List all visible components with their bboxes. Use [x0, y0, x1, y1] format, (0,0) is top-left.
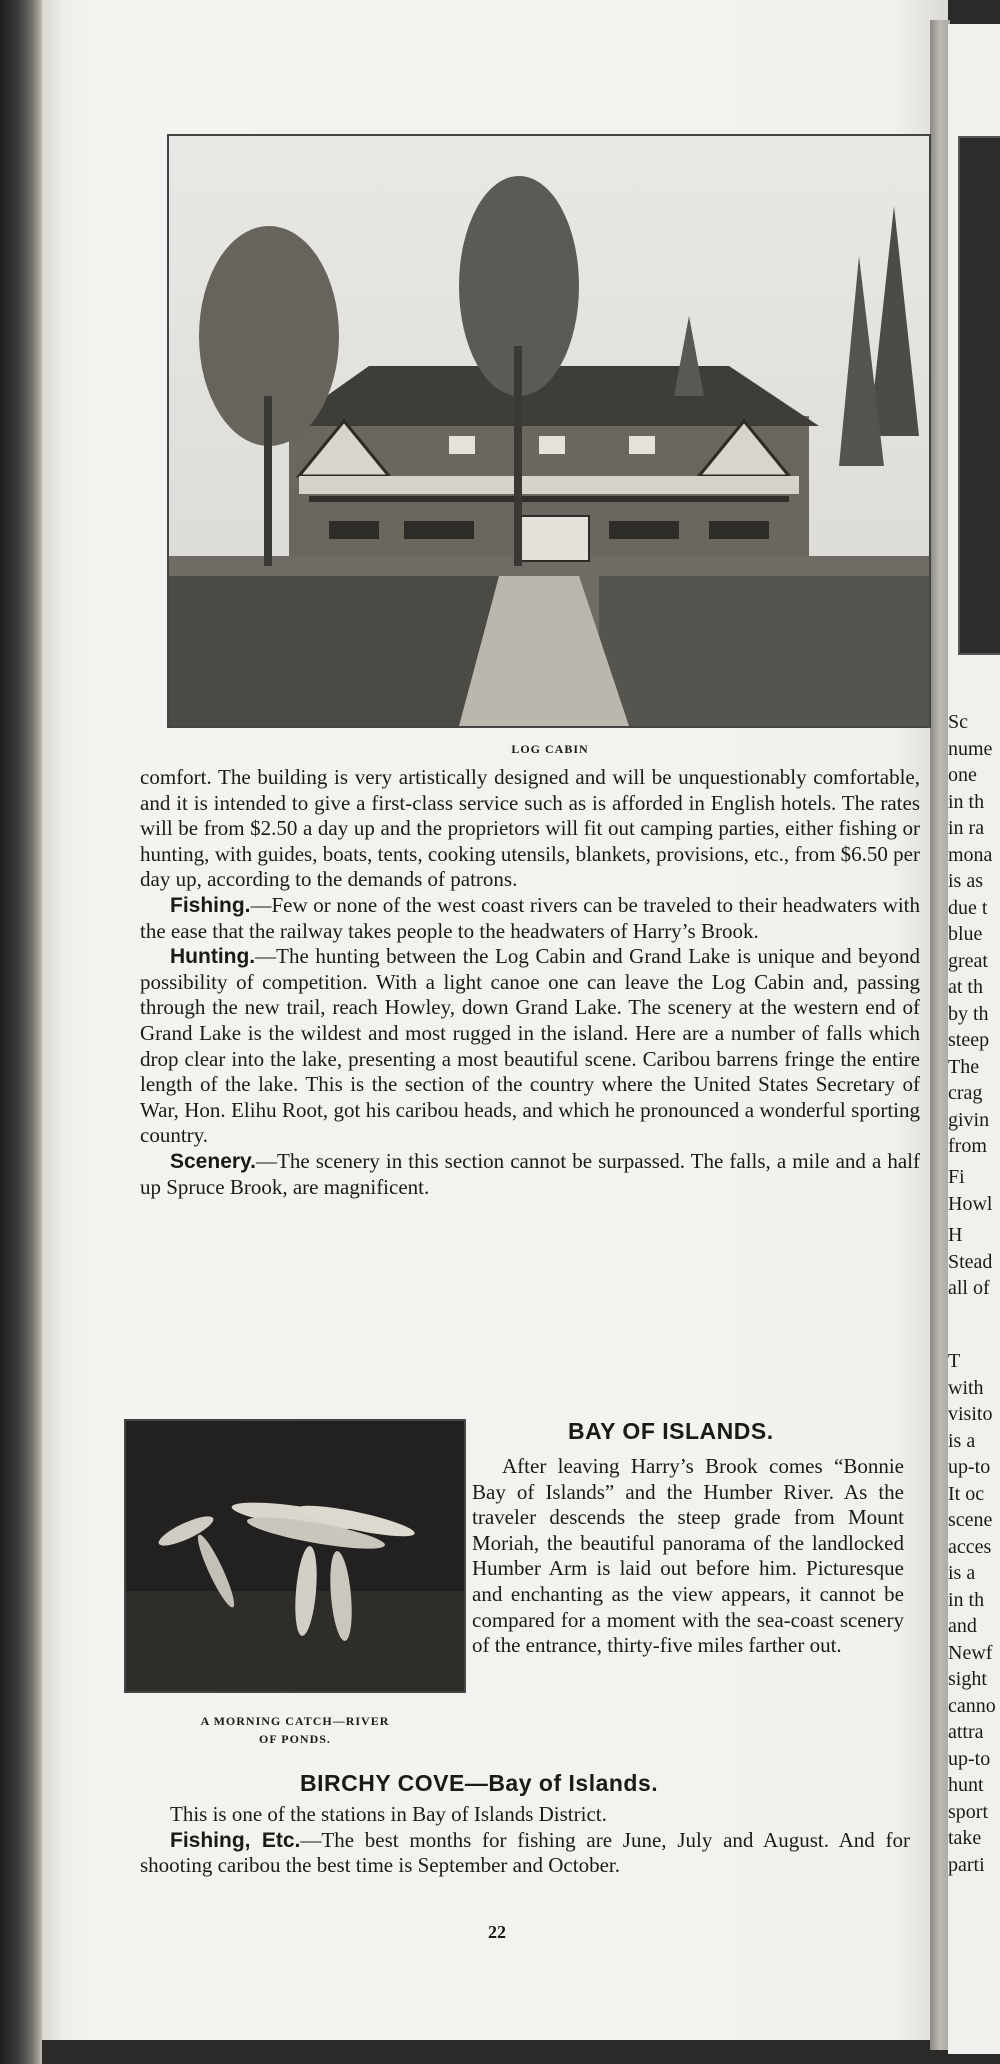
adjacent-page-line: from: [948, 1135, 987, 1157]
adjacent-page-line: take: [948, 1827, 982, 1849]
adjacent-page-line: sight: [948, 1668, 987, 1690]
bay-of-islands-text: After leaving Harry’s Brook comes “Bonnie Bay of Islands” and the Humber River. As the traveler descends the steep grade from Mount Moriah, the beautiful panorama of the landlocked Humber Arm is laid out before him. Picturesque and enchanting as the view appears, it cannot be compared for a moment with the sea-coast scenery of the entrance, thirty-five miles farther out.: [472, 1454, 904, 1658]
adjacent-photo: [958, 136, 1000, 655]
birchy-cove-text: [140, 1802, 910, 1879]
main-text-column: [140, 765, 920, 1200]
adjacent-page-line: Newf: [948, 1642, 993, 1664]
birchy-fishing-label: Fishing, Etc.: [170, 1828, 301, 1852]
scenery-text: —The scenery in this section cannot be surpassed. The falls, a mile and a half up Spruce Brook, are magnificent.: [140, 1148, 920, 1199]
scenery-label: Scenery.: [170, 1149, 256, 1173]
morning-catch-caption: [150, 1712, 440, 1748]
adjacent-page-line: is as: [948, 870, 983, 892]
adjacent-page-line: The: [948, 1056, 980, 1078]
adjacent-page-line: attra: [948, 1721, 984, 1743]
adjacent-page-line: up-to: [948, 1748, 991, 1770]
adjacent-page-line: due t: [948, 897, 988, 919]
birchy-fishing-text: —The best months for fishing are June, July and August. And for shooting caribou the best time is September and October.: [140, 1827, 910, 1878]
adjacent-page-line: Stead: [948, 1251, 993, 1273]
adjacent-page-line: great: [948, 950, 988, 972]
fishing-label: Fishing.: [170, 893, 251, 917]
fishing-paragraph: [140, 893, 920, 944]
adjacent-page-line: by th: [948, 1003, 989, 1025]
adjacent-page-line: all of: [948, 1277, 990, 1299]
hunting-label: Hunting.: [170, 945, 256, 969]
hunting-paragraph: [140, 944, 920, 1149]
adjacent-page-line: one: [948, 764, 977, 786]
adjacent-page-line: is a: [948, 1430, 976, 1452]
fish-illustration: [126, 1421, 464, 1691]
adjacent-page-line: givin: [948, 1109, 990, 1131]
adjacent-page-line: canno: [948, 1695, 996, 1717]
adjacent-page-line: scene: [948, 1509, 993, 1531]
log-cabin-caption: LOG CABIN: [511, 742, 589, 756]
adjacent-page-line: H: [948, 1224, 963, 1246]
adjacent-page-line: mona: [948, 844, 993, 866]
adjacent-page-line: parti: [948, 1854, 985, 1876]
page-number: 22: [488, 1922, 506, 1942]
adjacent-page-line: in ra: [948, 817, 985, 839]
morning-catch-caption-line1: A MORNING CATCH—RIVER: [200, 1714, 390, 1728]
adjacent-page-line: steep: [948, 1029, 990, 1051]
birchy-cove-fishing: [140, 1828, 910, 1879]
hunting-text: —The hunting between the Log Cabin and Grand Lake is unique and beyond possibility of competition. With a light canoe one can leave the Log Cabin and, passing through the new trail, reach Howley, down Grand Lake. The scenery at the western end of Grand Lake is the wildest and most rugged in the island. Here are a number of falls which drop clear into the lake, presenting a most beautiful scene. Caribou barrens fringe the entire length of the lake. This is the section of the country where the United States Secretary of War, Hon. Elihu Root, got his caribou heads, and which he pronounced a wonderful sporting country.: [140, 944, 920, 1148]
fishing-text: —Few or none of the west coast rivers can be traveled to their headwaters with the ease that the railway takes people to the headwaters of Harry’s Brook.: [140, 892, 920, 943]
adjacent-page-line: with: [948, 1377, 984, 1399]
bay-of-islands-heading: BAY OF ISLANDS.: [568, 1418, 774, 1444]
birchy-cove-intro: This is one of the stations in Bay of Islands District.: [170, 1802, 607, 1826]
log-cabin-photo: [167, 134, 931, 728]
scenery-paragraph: [140, 1149, 920, 1200]
adjacent-page-line: T: [948, 1350, 961, 1372]
adjacent-page-line: nume: [948, 738, 993, 760]
adjacent-page-line: crag: [948, 1082, 983, 1104]
adjacent-page-line: It oc: [948, 1483, 985, 1505]
adjacent-page-line: Sc: [948, 711, 968, 733]
comfort-paragraph: comfort. The building is very artistically designed and will be unquestionably comfortable, and it is intended to give a first-class service such as is afforded in English hotels. The rates will be from $2.50 a day up and the proprietors will fit out camping parties, either fishing or hunting, with guides, boats, tents, cooking utensils, blankets, provisions, etc., from $6.50 per day up, according to the demands of patrons.: [140, 765, 920, 892]
adjacent-page-line: at th: [948, 976, 983, 998]
adjacent-page-line: Howl: [948, 1193, 993, 1215]
adjacent-page-line: Fi: [948, 1166, 965, 1188]
birchy-cove-heading: BIRCHY COVE—Bay of Islands.: [300, 1770, 659, 1796]
log-cabin-illustration: [169, 136, 929, 726]
adjacent-page-line: visito: [948, 1403, 993, 1425]
adjacent-page-line: is a: [948, 1562, 976, 1584]
adjacent-page-line: in th: [948, 1589, 985, 1611]
adjacent-page-line: sport: [948, 1801, 988, 1823]
adjacent-page-line: up-to: [948, 1456, 991, 1478]
adjacent-page-line: blue: [948, 923, 983, 945]
adjacent-page-line: hunt: [948, 1774, 984, 1796]
page-fold: [930, 20, 950, 2050]
morning-catch-caption-line2: OF PONDS.: [259, 1732, 331, 1746]
adjacent-page-line: acces: [948, 1536, 992, 1558]
adjacent-page: [948, 24, 1000, 2054]
book-binding: [0, 0, 42, 2064]
morning-catch-photo: [124, 1419, 466, 1693]
adjacent-page-line: and: [948, 1615, 977, 1637]
adjacent-page-line: in th: [948, 791, 985, 813]
